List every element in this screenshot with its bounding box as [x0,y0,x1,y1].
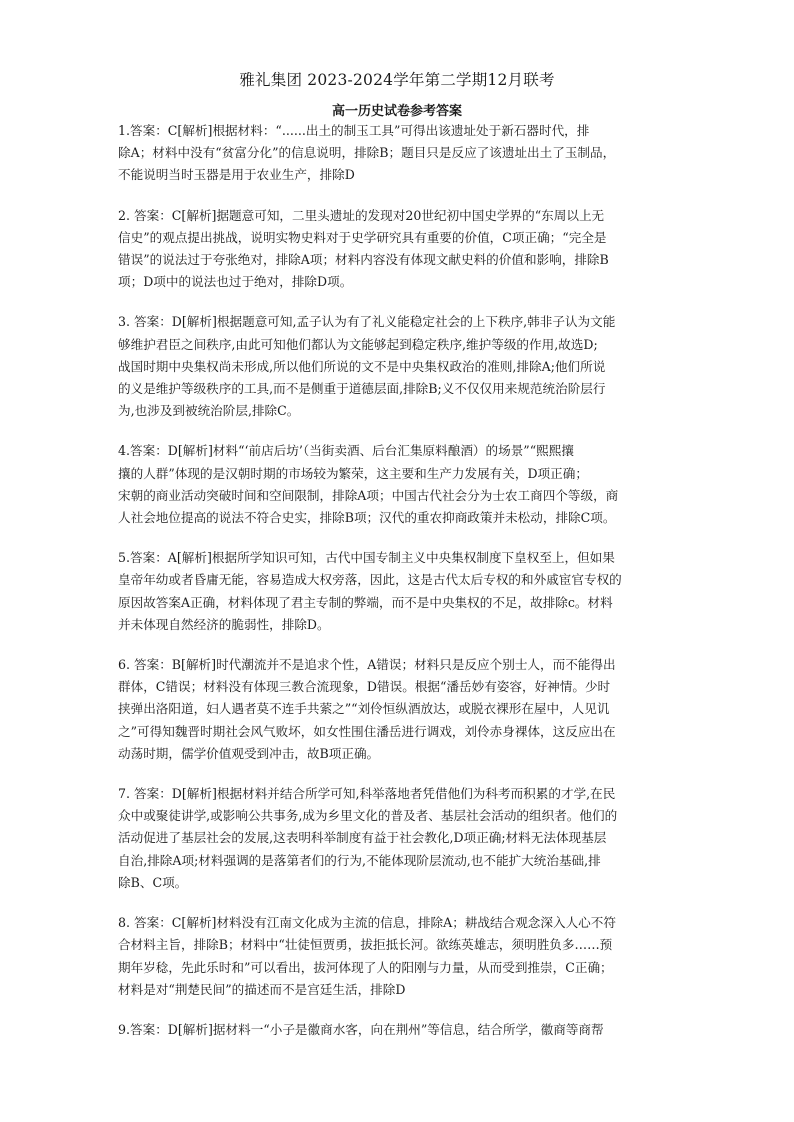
answer-item-6 [118,654,684,765]
answer-line: 人社会地位提高的说法不符合史实，排除B项；汉代的重农抑商政策并未松动，排除C项。 [118,510,616,526]
answer-line: 原因故答案A正确，材料体现了君主专制的弊端，而不是中央集权的不足，故排除c。材料 [118,594,613,610]
answer-line: 众中或聚徒讲学,或影响公共事务,成为乡里文化的普及者、基层社会活动的组织者。他们的 [118,808,618,824]
answer-item-3 [118,311,684,422]
answer-line: 9.答案：D[解析]据材料一“小子是徽商水客，向在荆州”等信息，结合所学，徽商等商帮 [118,1021,604,1037]
answer-line: 群体，C错误；材料没有体现三教合流现象，D错误。根据“潘岳妙有姿容，好神情。少时 [118,679,611,695]
answer-line: 自治,排除A项;材料强调的是落第者们的行为,不能体现阶层流动,也不能扩大统治基础,排 [118,852,601,868]
answer-line: 并未体现自然经济的脆弱性，排除D。 [118,616,330,632]
answer-line: 的义是维护等级秩序的工具,而不是侧重于道德层面,排除B;义不仅仅用来规范统治阶层行 [118,381,606,397]
answer-line: 项；D项中的说法也过于绝对，排除D项。 [118,274,353,290]
answer-line: 1.答案：C[解析]根据材料：“......出土的制玉工具”可得出该遗址处于新石器时代，排 [118,123,590,138]
answer-item-9 [118,1019,684,1041]
answer-line: 皇帝年幼或者昏庸无能，容易造成大权旁落，因此，这是古代太后专权的和外戚宦官专权的 [118,572,622,588]
answer-line: 7. 答案：D[解析]根据材料并结合所学可知,科举落地者凭借他们为科考而积累的才学,在民 [118,786,616,802]
document-subtitle: 高一历史试卷参考答案 [331,104,462,119]
answer-line: 除A；材料中没有“贫富分化”的信息说明，排除B；题目只是反应了该遗址出土了玉制品， [118,145,616,161]
answer-line: 材料是对“荆楚民间”的描述而不是宫廷生活，排除D [118,981,406,997]
answer-line: 6. 答案：B[解析]时代潮流并不是追求个性，A错误；材料只是反应个别士人，而不能得出 [118,657,616,673]
answer-item-2 [118,205,684,294]
answer-item-1 [118,120,684,187]
answer-item-8 [118,912,684,1001]
answer-item-7 [118,783,684,894]
answer-line: 动荡时期，儒学价值观受到冲击，故B项正确。 [118,745,380,761]
answer-line: 信史”的观点提出挑战，说明实物史料对于史学研究具有重要的价值，C项正确；“完全是 [118,229,607,245]
answer-line: 合材料主旨，排除B；材料中“壮徒恒贾勇，拔拒抵长河。欲练英雄志，须明胜负多……预 [118,937,613,953]
answer-line: 为,也涉及到被统治阶层,排除C。 [118,403,300,419]
answer-line: 4.答案：D[解析]材料“‘前店后坊’（当街卖酒、后台汇集原料酿酒）的场景”“熙熙攘 [118,443,574,459]
answer-line: 除B、C项。 [118,874,188,890]
document-title: 雅礼集团 2023-2024学年第二学期12月联考 [239,71,555,89]
answer-line: 宋朝的商业活动突破时间和空间限制，排除A项；中国古代社会分为士农工商四个等级，商 [118,487,619,503]
answer-line: 活动促进了基层社会的发展,这表明科举制度有益于社会教化,D项正确;材料无法体现基层 [118,830,607,846]
answer-line: 挟弹出洛阳道，妇人遇者莫不连手共萦之”“刘伶恒纵酒放达，或脱衣裸形在屋中，人见讥 [118,701,610,717]
answer-line: 错误”的说法过于夸张绝对，排除A项；材料内容没有体现文献史料的价值和影响，排除B [118,252,609,268]
answer-item-4 [118,440,684,529]
answer-line: 攘的人群”体现的是汉朝时期的市场较为繁荣，这主要和生产力发展有关，D项正确； [118,465,588,481]
answer-item-5 [118,547,684,636]
answer-line: 2. 答案：C[解析]据题意可知，二里头遗址的发现对20世纪初中国史学界的“东周以上无 [118,207,605,223]
answer-line: 不能说明当时玉器是用于农业生产，排除D [118,167,355,183]
answer-line: 够维护君臣之间秩序,由此可知他们都认为文能够起到稳定秩序,维护等级的作用,故选D; [118,336,598,352]
answer-line: 期年岁稔，先此乐时和”可以看出，拔河体现了人的阳刚与力量，从而受到推崇，C正确； [118,959,613,975]
answer-line: 3. 答案：D[解析]根据题意可知,孟子认为有了礼义能稳定社会的上下秩序,韩非子认为文能 [118,314,616,330]
answer-line: 5.答案：A[解析]根据所学知识可知，古代中国专制主义中央集权制度下皇权至上，但如果 [118,550,615,566]
answer-line: 8. 答案：C[解析]材料没有江南文化成为主流的信息，排除A；耕战结合观念深入人心不符 [118,915,616,931]
answer-line: 之”可得知魏晋时期社会风气败坏，如女性围住潘岳进行调戏，刘伶赤身裸体，这反应出在 [118,723,616,739]
answer-list [118,120,684,1041]
answer-line: 战国时期中央集权尚未形成,所以他们所说的文不是中央集权政治的准则,排除A;他们所说 [118,358,606,374]
